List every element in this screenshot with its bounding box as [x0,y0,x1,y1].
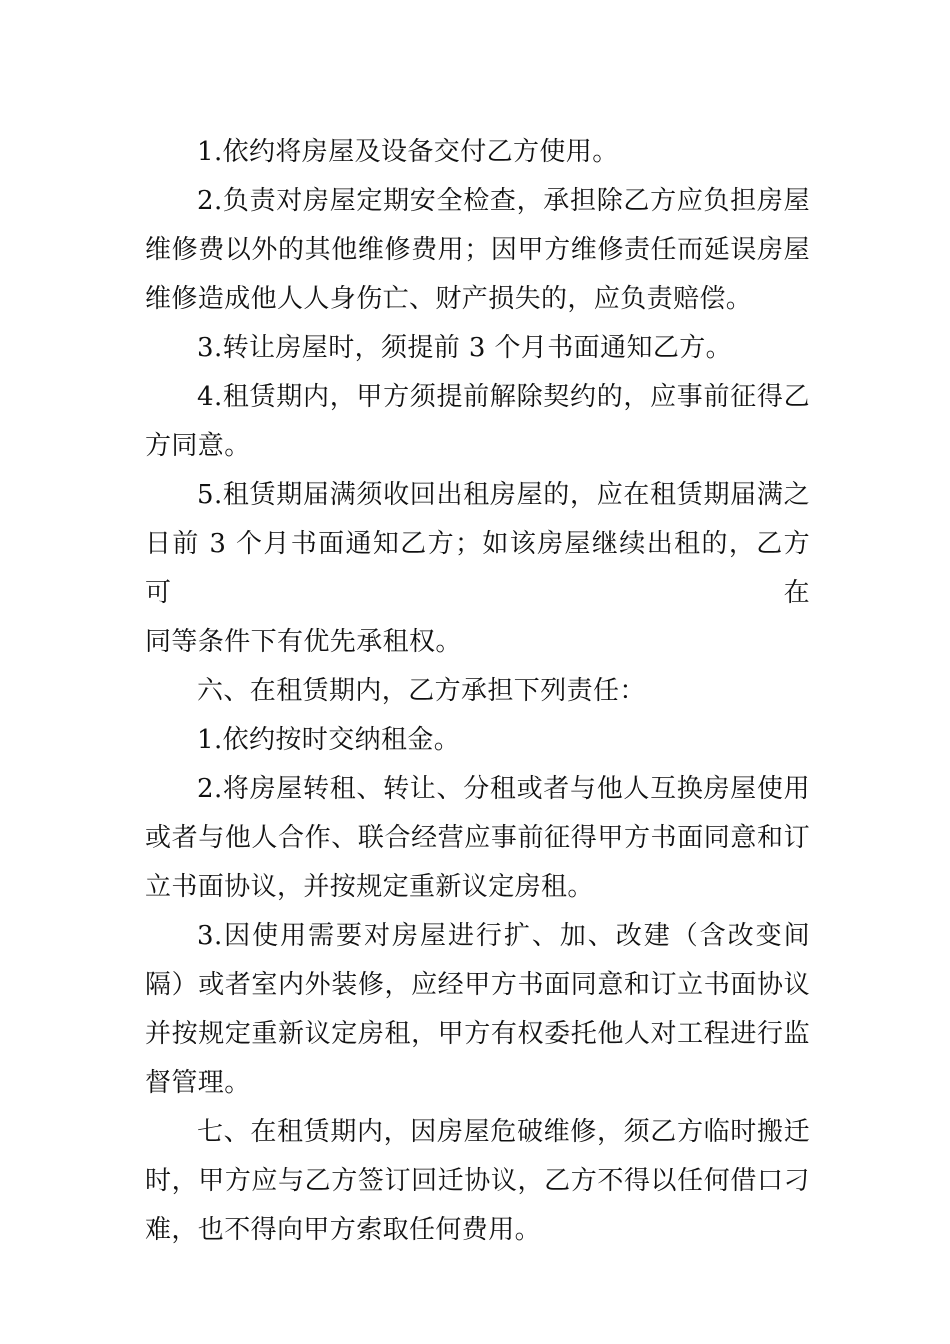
paragraph-line: 3.因使用需要对房屋进行扩、加、改建（含改变间 [197,921,810,951]
paragraph-line: 六、在租赁期内，乙方承担下列责任： [197,676,646,706]
paragraph-5 [145,471,810,667]
paragraph-line: 3.转让房屋时，须提前 3 个月书面通知乙方。 [197,333,733,363]
paragraph-line: 维修造成他人人身伤亡、财产损失的，应负责赔偿。 [145,284,753,314]
paragraph-3 [145,324,810,373]
section-heading-6 [145,667,810,716]
paragraph-line: 日前 3 个月书面通知乙方；如该房屋继续出租的，乙方可在 [145,529,810,608]
paragraph-6-2 [145,765,810,912]
paragraph-line: 2.负责对房屋定期安全检查，承担除乙方应负担房屋 [197,186,810,216]
paragraph-line: 5.租赁期届满须收回出租房屋的，应在租赁期届满之 [197,480,810,510]
paragraph-line: 立书面协议，并按规定重新议定房租。 [145,872,594,902]
document-body [145,128,810,1255]
section-7 [145,1108,810,1255]
paragraph-2 [145,177,810,324]
paragraph-line: 并按规定重新议定房租，甲方有权委托他人对工程进行监 [145,1019,810,1049]
paragraph-line: 隔）或者室内外装修，应经甲方书面同意和订立书面协议 [145,970,810,1000]
paragraph-line: 或者与他人合作、联合经营应事前征得甲方书面同意和订 [145,823,810,853]
paragraph-6-3 [145,912,810,1108]
paragraph-line: 方同意。 [145,431,251,461]
paragraph-line: 同等条件下有优先承租权。 [145,627,462,657]
paragraph-1 [145,128,810,177]
paragraph-line: 1.依约按时交纳租金。 [197,725,461,755]
paragraph-line: 七、在租赁期内，因房屋危破维修，须乙方临时搬迁 [197,1117,810,1147]
paragraph-line: 督管理。 [145,1068,251,1098]
paragraph-line: 维修费以外的其他维修费用；因甲方维修责任而延误房屋 [145,235,810,265]
paragraph-line: 难，也不得向甲方索取任何费用。 [145,1215,542,1245]
paragraph-6-1 [145,716,810,765]
paragraph-4 [145,373,810,471]
paragraph-line: 1.依约将房屋及设备交付乙方使用。 [197,137,619,167]
paragraph-line: 时，甲方应与乙方签订回迁协议，乙方不得以任何借口刁 [145,1166,810,1196]
paragraph-line: 4.租赁期内，甲方须提前解除契约的，应事前征得乙 [197,382,810,412]
paragraph-line: 2.将房屋转租、转让、分租或者与他人互换房屋使用 [197,774,810,804]
